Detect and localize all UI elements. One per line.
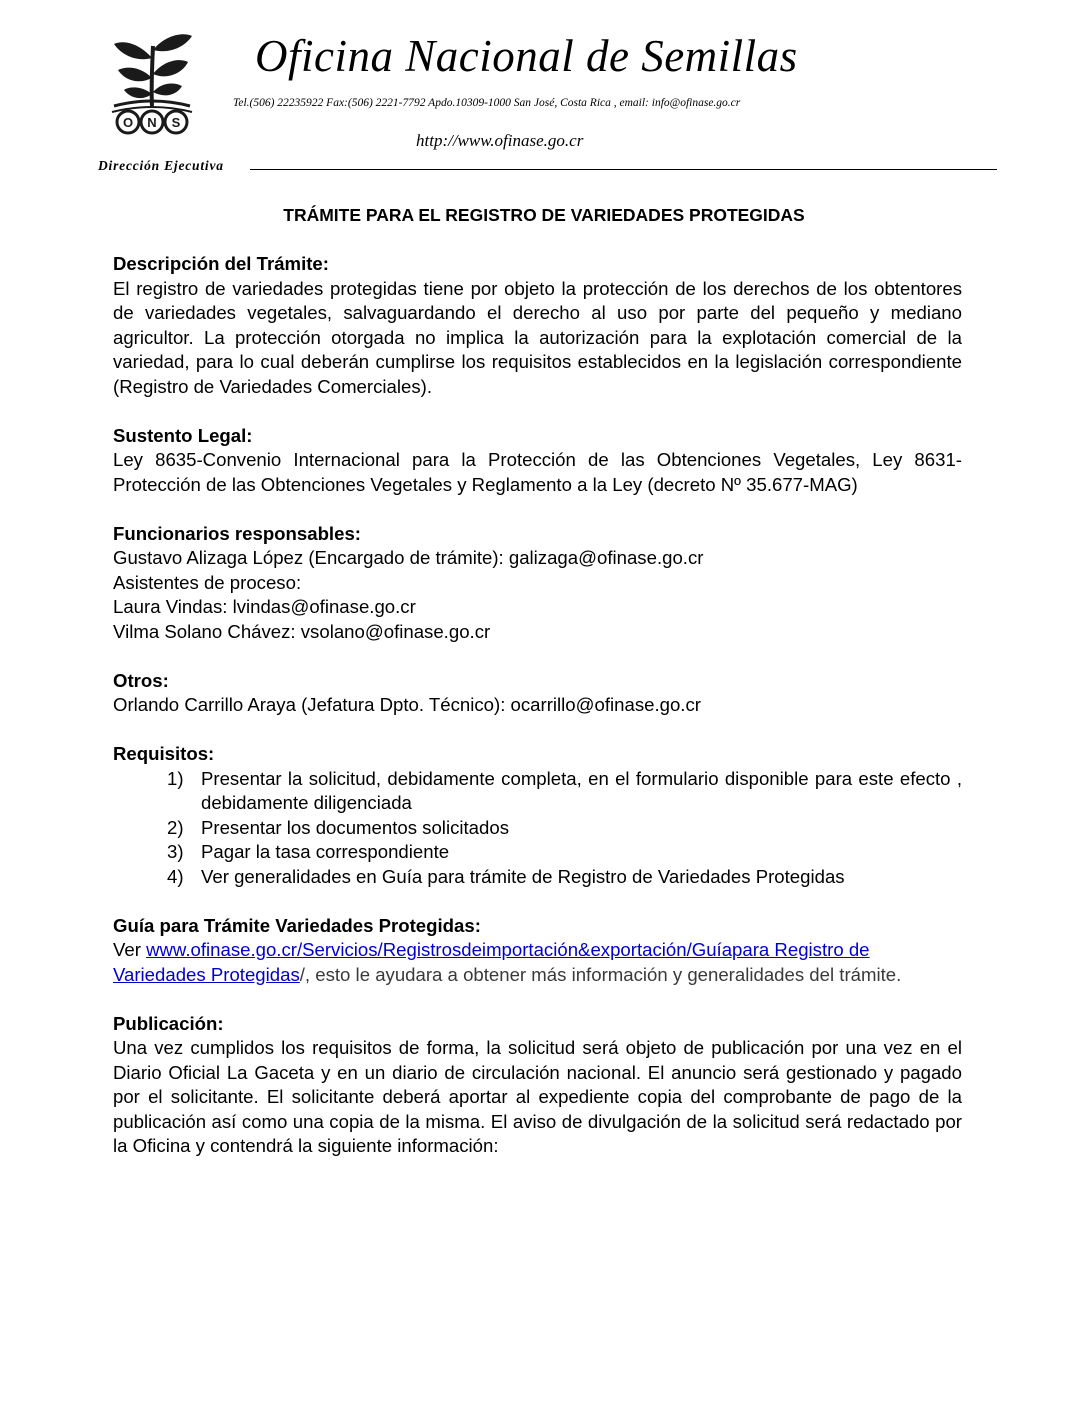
section-otros [113, 669, 962, 718]
requirement-item [113, 865, 962, 890]
requirement-number: 2) [167, 816, 184, 838]
section-body: El registro de variedades protegidas tiene por objeto la protección de los derechos de los obtentores de variedades vegetales, salvaguardando el derecho al uso por parte del pequeño y mediano agricultor. La protección otorgada no implica la autorización para la explotación comercial de la variedad, para lo cual deberán cumplirse los requisitos establecidos en la legislación correspondiente (Registro de Variedades Comerciales). [113, 277, 962, 397]
section-heading: Guía para Trámite Variedades Protegidas: [113, 914, 481, 936]
section-body: Ley 8635-Convenio Internacional para la Protección de las Obtenciones Vegetales, Ley 8631-Protección de las Obtenciones Vegetales y Reglamento a la Ley (decreto Nº 35.677-MAG) [113, 449, 962, 495]
department-name: Dirección Ejecutiva [98, 158, 224, 173]
requirement-item [113, 816, 962, 841]
ons-logo [106, 28, 198, 136]
svg-text:O: O [122, 115, 134, 130]
section-heading: Funcionarios responsables: [113, 522, 361, 544]
section-guia [113, 914, 962, 988]
website-url: http://www.ofinase.go.cr [416, 131, 584, 150]
contact-info: Tel.(506) 22235922 Fax:(506) 2221-7792 Apdo.10309-1000 San José, Costa Rica , email: info@ofinase.go.cr [233, 97, 741, 109]
section-publicacion [113, 1012, 962, 1159]
requirement-number: 3) [167, 841, 184, 862]
other-contact-line: Orlando Carrillo Araya (Jefatura Dpto. Técnico): ocarrillo@ofinase.go.cr [113, 694, 701, 715]
svg-text:S: S [171, 115, 181, 130]
guide-link[interactable]: www.ofinase.go.cr/Servicios/Registrosdeimportación&exportación/Guíapara Registro de Variedades Protegidas [113, 939, 870, 985]
section-requisitos [113, 742, 962, 889]
section-heading: Sustento Legal: [113, 424, 253, 446]
document-body [113, 252, 962, 1183]
letterhead [0, 0, 1088, 190]
requirement-text: Presentar los documentos solicitados [201, 816, 509, 838]
section-heading: Publicación: [113, 1012, 224, 1034]
section-funcionarios [113, 522, 962, 645]
section-descripcion [113, 252, 962, 399]
requirement-item [113, 767, 962, 816]
organization-name: Oficina Nacional de Semillas [255, 31, 798, 81]
requirement-text: Presentar la solicitud, debidamente completa, en el formulario disponible para este efecto , debidamente diligenciada [201, 767, 962, 813]
section-heading: Otros: [113, 669, 169, 691]
responsible-line: Asistentes de proceso: [113, 571, 302, 593]
responsible-line: Gustavo Alizaga López (Encargado de trámite): galizaga@ofinase.go.cr [113, 547, 704, 568]
requirement-number: 4) [167, 865, 184, 887]
section-sustento-legal [113, 424, 962, 498]
requirement-text: Pagar la tasa correspondiente [201, 841, 450, 862]
svg-text:N: N [147, 115, 157, 130]
responsible-line: Vilma Solano Chávez: vsolano@ofinase.go.cr [113, 620, 491, 642]
requirement-text: Ver generalidades en Guía para trámite de Registro de Variedades Protegidas [201, 865, 845, 887]
section-heading: Descripción del Trámite: [113, 253, 329, 274]
requirement-item [113, 840, 962, 865]
requirements-list [113, 767, 962, 890]
requirement-number: 1) [167, 767, 184, 789]
document-title: TRÁMITE PARA EL REGISTRO DE VARIEDADES PROTEGIDAS [283, 205, 805, 225]
section-heading: Requisitos: [113, 743, 215, 764]
section-body: Una vez cumplidos los requisitos de forma, la solicitud será objeto de publicación por una vez en el Diario Oficial La Gaceta y en un diario de circulación nacional. El anuncio será gestionado y pagado por el solicitante. El solicitante deberá aportar al expediente copia del comprobante de pago de la publicación así como una copia de la misma. El aviso de divulgación de la solicitud será redactado por la Oficina y contendrá la siguiente información: [113, 1037, 962, 1156]
responsible-line: Laura Vindas: lvindas@ofinase.go.cr [113, 596, 416, 617]
guide-paragraph [113, 938, 962, 987]
guide-prefix: Ver [113, 939, 147, 960]
guide-suffix: /, esto le ayudara a obtener más información y generalidades del trámite. [299, 963, 902, 985]
header-divider [250, 169, 997, 170]
